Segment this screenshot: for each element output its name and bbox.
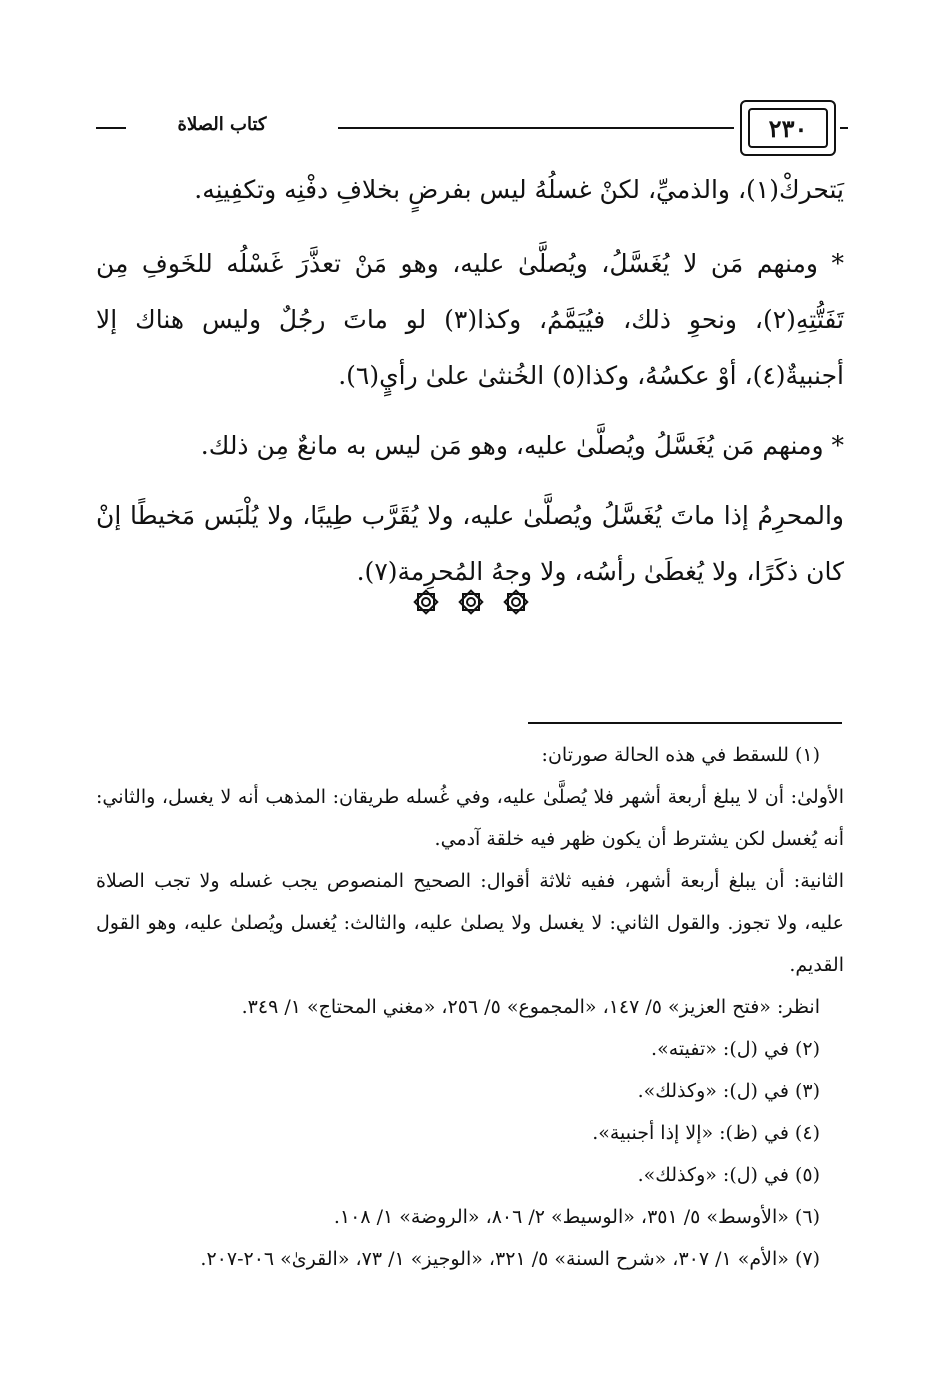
footnotes (96, 734, 844, 1280)
footnote-6: (٦) «الأوسط» ٥/ ٣٥١، «الوسيط» ٢/ ٨٠٦، «الروضة» ١/ ١٠٨. (333, 1206, 820, 1228)
footnote-separator (528, 722, 842, 724)
footnote-1: (١) للسقط في هذه الحالة صورتان: (541, 744, 820, 766)
footnote-7: (٧) «الأم» ١/ ٣٠٧، «شرح السنة» ٥/ ٣٢١، «الوجيز» ١/ ٧٣، «القرىٰ» ٢٠٦-٢٠٧. (200, 1248, 820, 1270)
paragraph-4: والمحرِمُ إذا ماتَ يُغَسَّلُ ويُصلَّىٰ عليه، ولا يُقَرَّب طِيبًا، ولا يُلْبَس مَخيطًا إنْ كان ذكَرًا، ولا يُغطَىٰ رأسُه، ولا وجهُ المُحرِمة(٧). (96, 501, 844, 586)
eight-point-star-icon (502, 588, 530, 616)
footnote-5: (٥) في (ل): «وكذلك». (637, 1164, 820, 1186)
page-header (96, 100, 844, 156)
paragraph-2: * ومنهم مَن لا يُغَسَّلُ، ويُصلَّىٰ عليه، وهو مَنْ تعذَّرَ غَسْلُه للخَوفِ مِن تَفَتُّتِهِ(٢)، ونحوِ ذلك، فيُيَمَّمُ، وكذا(٣) لو ماتَ رجُلٌ وليس هناك إلا أجنبيةٌ(٤)، أوْ عكسُهُ، وكذا(٥) الخُنثىٰ علىٰ رأيٍ(٦). (96, 249, 844, 390)
footnote-1-case-2: الثانية: أن يبلغ أربعة أشهر، ففيه ثلاثة أقوال: الصحيح المنصوص يجب غسله ولا تجب الصلاة عليه، ولا تجوز. والقول الثاني: لا يغسل ولا يصلىٰ عليه، والثالث: يُغسل ويُصلىٰ عليه، وهو القول القديم. (96, 870, 844, 976)
footnote-4: (٤) في (ظ): «إلا إذا أجنبية». (592, 1122, 820, 1144)
body-text (96, 162, 844, 614)
header-rule-right (840, 127, 848, 129)
footnote-3: (٣) في (ل): «وكذلك». (637, 1080, 820, 1102)
eight-point-star-icon (457, 588, 485, 616)
paragraph-1: يَتحركْ(١)، والذميِّ، لكنْ غسلُهُ ليس بفرضٍ بخلافِ دفْنِه وتكفِينِه. (194, 175, 844, 204)
footnote-1-case-1: الأولىٰ: أن لا يبلغ أربعة أشهر فلا يُصلَّىٰ عليه، وفي غُسله طريقان: المذهب أنه لا يغسل، والثاني: أنه يُغسل لكن يشترط أن يكون ظهر فيه خلقة آدمي. (96, 786, 844, 850)
paragraph-3: * ومنهم مَن يُغَسَّلُ ويُصلَّىٰ عليه، وهو مَن ليس به مانعٌ مِن ذلك. (200, 431, 844, 460)
section-divider-ornaments (0, 588, 942, 616)
page-number: ٢٣٠ (748, 108, 828, 148)
header-rule-left (96, 127, 126, 129)
book-title: كتاب الصلاة (132, 114, 312, 135)
footnote-2: (٢) في (ل): «تفيته». (651, 1038, 820, 1060)
footnote-1-references: انظر: «فتح العزيز» ٥/ ١٤٧، «المجموع» ٥/ ٢٥٦، «مغني المحتاج» ١/ ٣٤٩. (241, 996, 820, 1018)
eight-point-star-icon (412, 588, 440, 616)
page-number-frame (740, 100, 836, 156)
header-rule-middle (338, 127, 734, 129)
